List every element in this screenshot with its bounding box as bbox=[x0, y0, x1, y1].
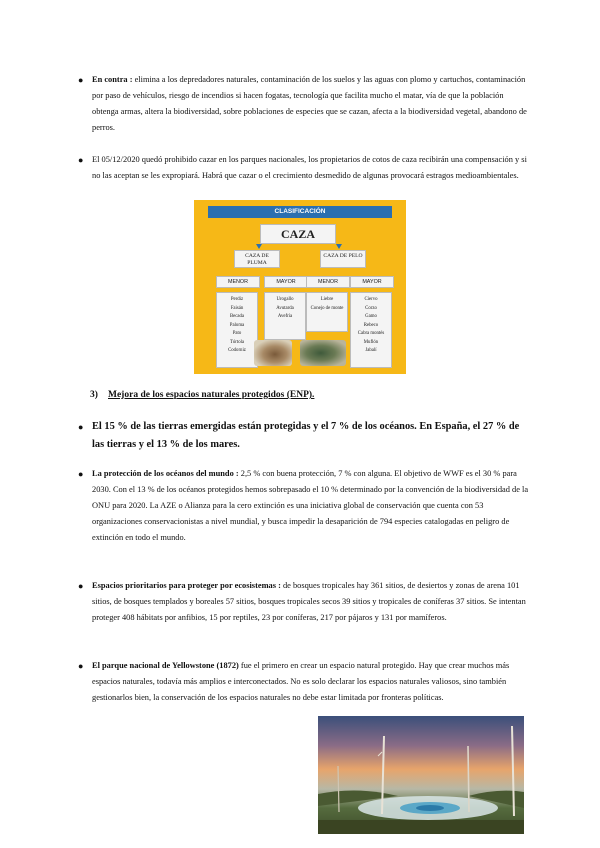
bullet-text: El 15 % de las tierras emergidas están protegidas y el 7 % de los océanos. En España, el 27 % de las tierras y el 13 % de los mares. bbox=[92, 421, 520, 450]
bullet-text: El 05/12/2020 quedó prohibido cazar en los parques nacionales, los propietarios de cotos de caza recibirán una compensación y si no las aceptan se les expropiará. Habrá que cazar o el crecimiento desmedido de algunas provocará estragos medioambientales. bbox=[92, 155, 527, 180]
species-item: Rebeco bbox=[363, 322, 379, 328]
bullet-tierras-protegidas bbox=[78, 418, 532, 454]
bullet-icon: ● bbox=[78, 155, 84, 165]
bullet-text: elimina a los depredadores naturales, contaminación de los suelos y las aguas con plomo y cartuchos, contaminación por paso de vehículos, riesgo de incendios si hacen fogatas, tecnología que facilita mucho el matar, vía de que la población obtenga armas, altera la biodiversidad, sobre poblaciones de especies que se cazan, afecta a la biodiversidad vegetal, abandono de perros. bbox=[92, 75, 527, 132]
bullet-ecosistemas bbox=[78, 578, 532, 626]
yellowstone-landscape-image bbox=[318, 716, 524, 834]
menor-pluma-label: MENOR bbox=[216, 276, 260, 288]
species-item: Ciervo bbox=[364, 297, 378, 302]
infographic-title: CLASIFICACIÓN bbox=[208, 206, 392, 218]
yellowstone-photo bbox=[318, 716, 524, 834]
caza-box: CAZA bbox=[260, 224, 336, 244]
species-item: Perdiz bbox=[230, 297, 244, 302]
ducks-image bbox=[300, 340, 346, 366]
bullet-yellowstone bbox=[78, 658, 532, 706]
species-item: Urogallo bbox=[276, 297, 294, 302]
bullet-icon: ● bbox=[78, 422, 84, 432]
partridge-image bbox=[254, 340, 292, 366]
bullet-oceanos bbox=[78, 466, 532, 546]
species-item: Corzo bbox=[365, 305, 377, 311]
bullet-label: El parque nacional de Yellowstone (1872) bbox=[92, 661, 239, 670]
bullet-prohibicion bbox=[78, 152, 532, 184]
heading-text: Mejora de los espacios naturales protegidos (ENP). bbox=[108, 390, 315, 400]
mayor-pelo-label: MAYOR bbox=[350, 276, 394, 288]
species-item: Gamo bbox=[365, 314, 377, 319]
arrow-icon bbox=[336, 244, 342, 249]
species-item: Codorniz bbox=[228, 348, 246, 353]
species-item: Avutarda bbox=[276, 305, 294, 311]
menor-pelo-label: MENOR bbox=[306, 276, 350, 288]
pluma-menor-list bbox=[216, 292, 258, 368]
bullet-label: En contra : bbox=[92, 75, 133, 84]
species-item: Conejo de monte bbox=[310, 305, 344, 311]
bullet-icon: ● bbox=[78, 75, 84, 85]
heading-number: 3) bbox=[90, 390, 98, 400]
species-item: Pato bbox=[232, 331, 242, 336]
bullet-icon: ● bbox=[78, 469, 84, 479]
species-item: Becada bbox=[229, 314, 245, 319]
caza-pluma-box: CAZA DE PLUMA bbox=[234, 250, 280, 268]
bullet-label: La protección de los océanos del mundo : bbox=[92, 469, 239, 478]
species-item: Cabra montés bbox=[357, 331, 385, 336]
species-item: Paloma bbox=[229, 322, 245, 328]
species-item: Jabalí bbox=[365, 348, 377, 353]
species-item: Tórtola bbox=[229, 339, 245, 345]
bullet-text: 2,5 % con buena protección, 7 % con alguna. El objetivo de WWF es el 30 % para 2030. Con el 13 % de los océanos protegidos hemos sobrepasado el 10 % determinado por la convención de la biodiversidad de la ONU para 2020. La AZE o Alianza para la cero extinción es una iniciativa global de conservación que cuenta con 53 organizaciones conservacionistas a nivel mundial, y busca impedir la desaparición de 794 especies catalogadas en peligro de extinción en todo el mundo. bbox=[92, 469, 529, 542]
pelo-mayor-list bbox=[350, 292, 392, 368]
caza-pelo-box: CAZA DE PELO bbox=[320, 250, 366, 268]
bullet-label: Espacios prioritarios para proteger por ecosistemas : bbox=[92, 581, 281, 590]
classification-infographic bbox=[194, 200, 406, 374]
bullet-icon: ● bbox=[78, 661, 84, 671]
pluma-mayor-list bbox=[264, 292, 306, 340]
mayor-pluma-label: MAYOR bbox=[264, 276, 308, 288]
species-item: Avefría bbox=[277, 314, 293, 319]
arrow-icon bbox=[256, 244, 262, 249]
bullet-text: fue el primero en crear un espacio natural protegido. Hay que crear muchos más espacios naturales, todavía más amplios e interconectados. No es solo declarar los espacios naturales valiosos, sino también gestionarlos bien, la conservación de los espacios naturales no debe estar limitada por fronteras políticas. bbox=[92, 661, 510, 702]
species-item: Muflón bbox=[363, 339, 379, 345]
species-item: Liebre bbox=[320, 297, 334, 302]
bullet-en-contra bbox=[78, 72, 532, 136]
bullet-icon: ● bbox=[78, 581, 84, 591]
pelo-menor-list bbox=[306, 292, 348, 332]
bullet-text: de bosques tropicales hay 361 sitios, de desiertos y zonas de arena 101 sitios, de bosques templados y boreales 57 sitios, bosques tropicales secos 39 sitios y tropicales de coníferas 37 sitios. Se intentan proteger 408 hábitats por anfibios, 15 por reptiles, 23 por coníferas, 217 por pájaros y 131 por mamíferos. bbox=[92, 581, 526, 622]
species-item: Faisán bbox=[230, 305, 244, 311]
